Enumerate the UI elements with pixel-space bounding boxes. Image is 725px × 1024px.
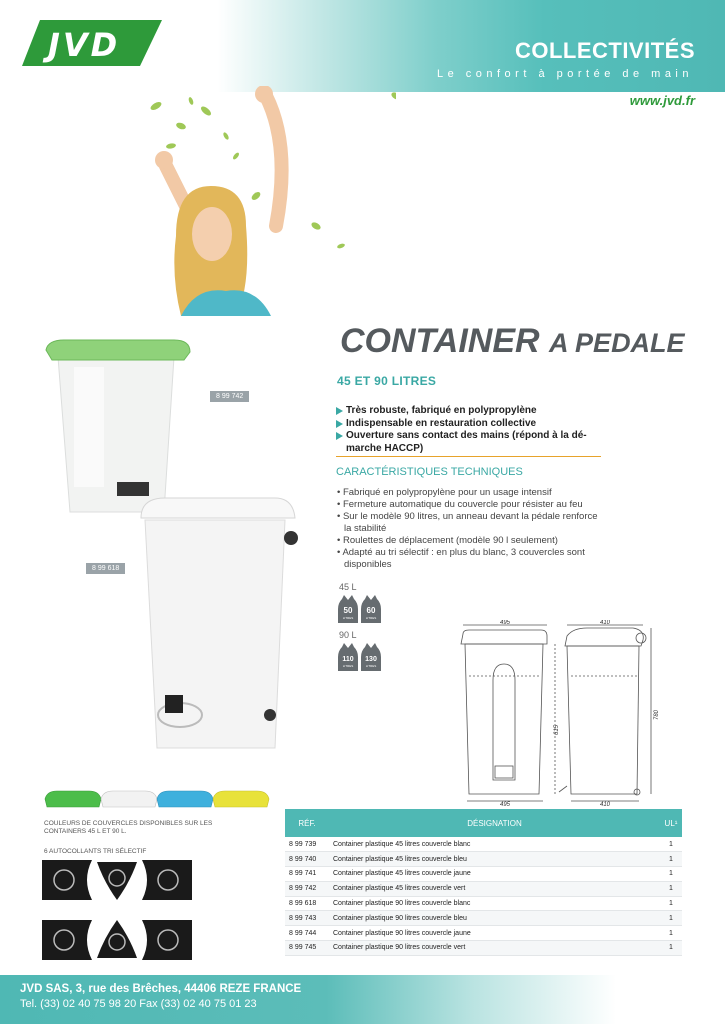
cell-ul: 1 [660, 881, 682, 896]
lid-color-swatches [43, 787, 273, 815]
svg-text:60: 60 [366, 606, 376, 615]
cell-ref: 8 99 740 [285, 852, 329, 867]
cell-ul: 1 [660, 926, 682, 941]
cell-ref: 8 99 745 [285, 941, 329, 956]
dim-bottom-front: 495 [499, 802, 511, 806]
colors-caption: COULEURS DE COUVERCLES DISPONIBLES SUR LES CONTAINERS 45 L ET 90 L. [44, 820, 213, 835]
spec-item: • Fabriqué en polypropylène pour un usage intensif [337, 487, 552, 498]
brand-tagline: Le confort à portée de main [436, 68, 693, 80]
dim-width-front: 495 [499, 620, 511, 626]
dim-height-side: 780 [654, 709, 660, 721]
lid-swatch-green [45, 791, 101, 807]
cell-ul: 1 [660, 837, 682, 852]
cell-ref: 8 99 739 [285, 837, 329, 852]
product-title [340, 322, 685, 361]
stickers-caption: 6 AUTOCOLLANTS TRI SÉLECTIF [44, 848, 147, 855]
cell-ul: 1 [660, 852, 682, 867]
specs-list [337, 487, 607, 571]
container-90l-photo [135, 490, 303, 752]
spec-item: • Fermeture automatique du couvercle pour résister au feu [337, 499, 583, 510]
highlight-item: Indispensable en restauration collective [336, 418, 606, 431]
hero-woman-leaves-image [96, 86, 396, 316]
brand-title: COLLECTIVITÉS [514, 38, 695, 63]
cell-ul: 1 [660, 941, 682, 956]
spec-item: • Roulettes de déplacement (modèle 90 l seulement) [337, 535, 558, 546]
svg-text:50: 50 [343, 606, 353, 615]
header-ref: RÉF. [285, 809, 329, 837]
footer-contact: Tel. (33) 02 40 75 98 20 Fax (33) 02 40 75 01 23 [20, 998, 257, 1010]
table-row [285, 837, 682, 852]
table-row [285, 926, 682, 941]
highlight-item: Très robuste, fabriqué en polypropylène [336, 405, 606, 418]
table-row [285, 881, 682, 896]
cell-designation: Container plastique 45 litres couvercle blanc [329, 837, 660, 852]
spec-item: • Adapté au tri sélectif : en plus du blanc, 3 couvercles sont disponibles [337, 547, 585, 570]
svg-text:130: 130 [365, 656, 377, 663]
cell-designation: Container plastique 45 litres couvercle vert [329, 881, 660, 896]
divider [336, 456, 601, 457]
cell-ref: 8 99 743 [285, 911, 329, 926]
bag-50l-icon [338, 595, 358, 623]
jvd-logo [22, 18, 162, 68]
table-row [285, 896, 682, 911]
table-header-row [285, 809, 682, 837]
reference-table [285, 809, 682, 956]
header-ul: UL¹ [660, 809, 682, 837]
header-designation: DÉSIGNATION [329, 809, 660, 837]
dimension-diagram [455, 620, 660, 806]
bag-60l-icon [361, 595, 381, 623]
cell-designation: Container plastique 90 litres couvercle jaune [329, 926, 660, 941]
cell-designation: Container plastique 90 litres couvercle bleu [329, 911, 660, 926]
cell-designation: Container plastique 90 litres couvercle vert [329, 941, 660, 956]
dim-width-side: 410 [599, 620, 611, 626]
logo-text: JVD [48, 26, 121, 64]
lid-swatch-blue [157, 791, 213, 807]
bag-110l-icon [338, 643, 358, 671]
table-row [285, 867, 682, 882]
svg-text:110: 110 [342, 656, 354, 663]
highlight-item: Ouverture sans contact des mains (répond à la dé-marche HACCP) [336, 430, 606, 455]
cell-ul: 1 [660, 911, 682, 926]
cell-ref: 8 99 742 [285, 881, 329, 896]
product-subtitle: 45 ET 90 LITRES [337, 374, 437, 388]
svg-text:LITRES: LITRES [342, 616, 354, 620]
cell-ul: 1 [660, 867, 682, 882]
title-rest: A PEDALE [549, 328, 685, 358]
sorting-stickers-image [42, 860, 192, 960]
cell-ul: 1 [660, 896, 682, 911]
cell-ref: 8 99 744 [285, 926, 329, 941]
website-link[interactable]: www.jvd.fr [629, 93, 695, 108]
bag-130l-icon [361, 643, 381, 671]
table-row [285, 852, 682, 867]
title-main: CONTAINER [340, 322, 540, 360]
cell-ref: 8 99 618 [285, 896, 329, 911]
table-row [285, 911, 682, 926]
cell-designation: Container plastique 45 litres couvercle bleu [329, 852, 660, 867]
dim-bottom-side: 410 [599, 802, 611, 806]
bag-label-90l: 90 L [339, 630, 357, 640]
footer-address: JVD SAS, 3, rue des Brêches, 44406 REZE FRANCE [20, 983, 302, 995]
table-row [285, 941, 682, 956]
ref-tag-90l: 8 99 618 [86, 563, 125, 574]
lid-swatch-yellow [213, 791, 269, 807]
cell-ref: 8 99 741 [285, 867, 329, 882]
bag-label-45l: 45 L [339, 582, 357, 592]
spec-item: • Sur le modèle 90 litres, un anneau devant la pédale renforce la stabilité [337, 511, 598, 534]
cell-designation: Container plastique 90 litres couvercle blanc [329, 896, 660, 911]
cell-designation: Container plastique 45 litres couvercle jaune [329, 867, 660, 882]
svg-text:LITRES: LITRES [365, 616, 377, 620]
svg-text:LITRES: LITRES [342, 664, 354, 668]
lid-swatch-white [101, 791, 157, 807]
specs-title: CARACTÉRISTIQUES TECHNIQUES [336, 466, 523, 478]
highlights-list [336, 405, 606, 455]
dim-height-front: 615 [554, 724, 560, 736]
ref-tag-45l: 8 99 742 [210, 391, 249, 402]
svg-text:LITRES: LITRES [365, 664, 377, 668]
